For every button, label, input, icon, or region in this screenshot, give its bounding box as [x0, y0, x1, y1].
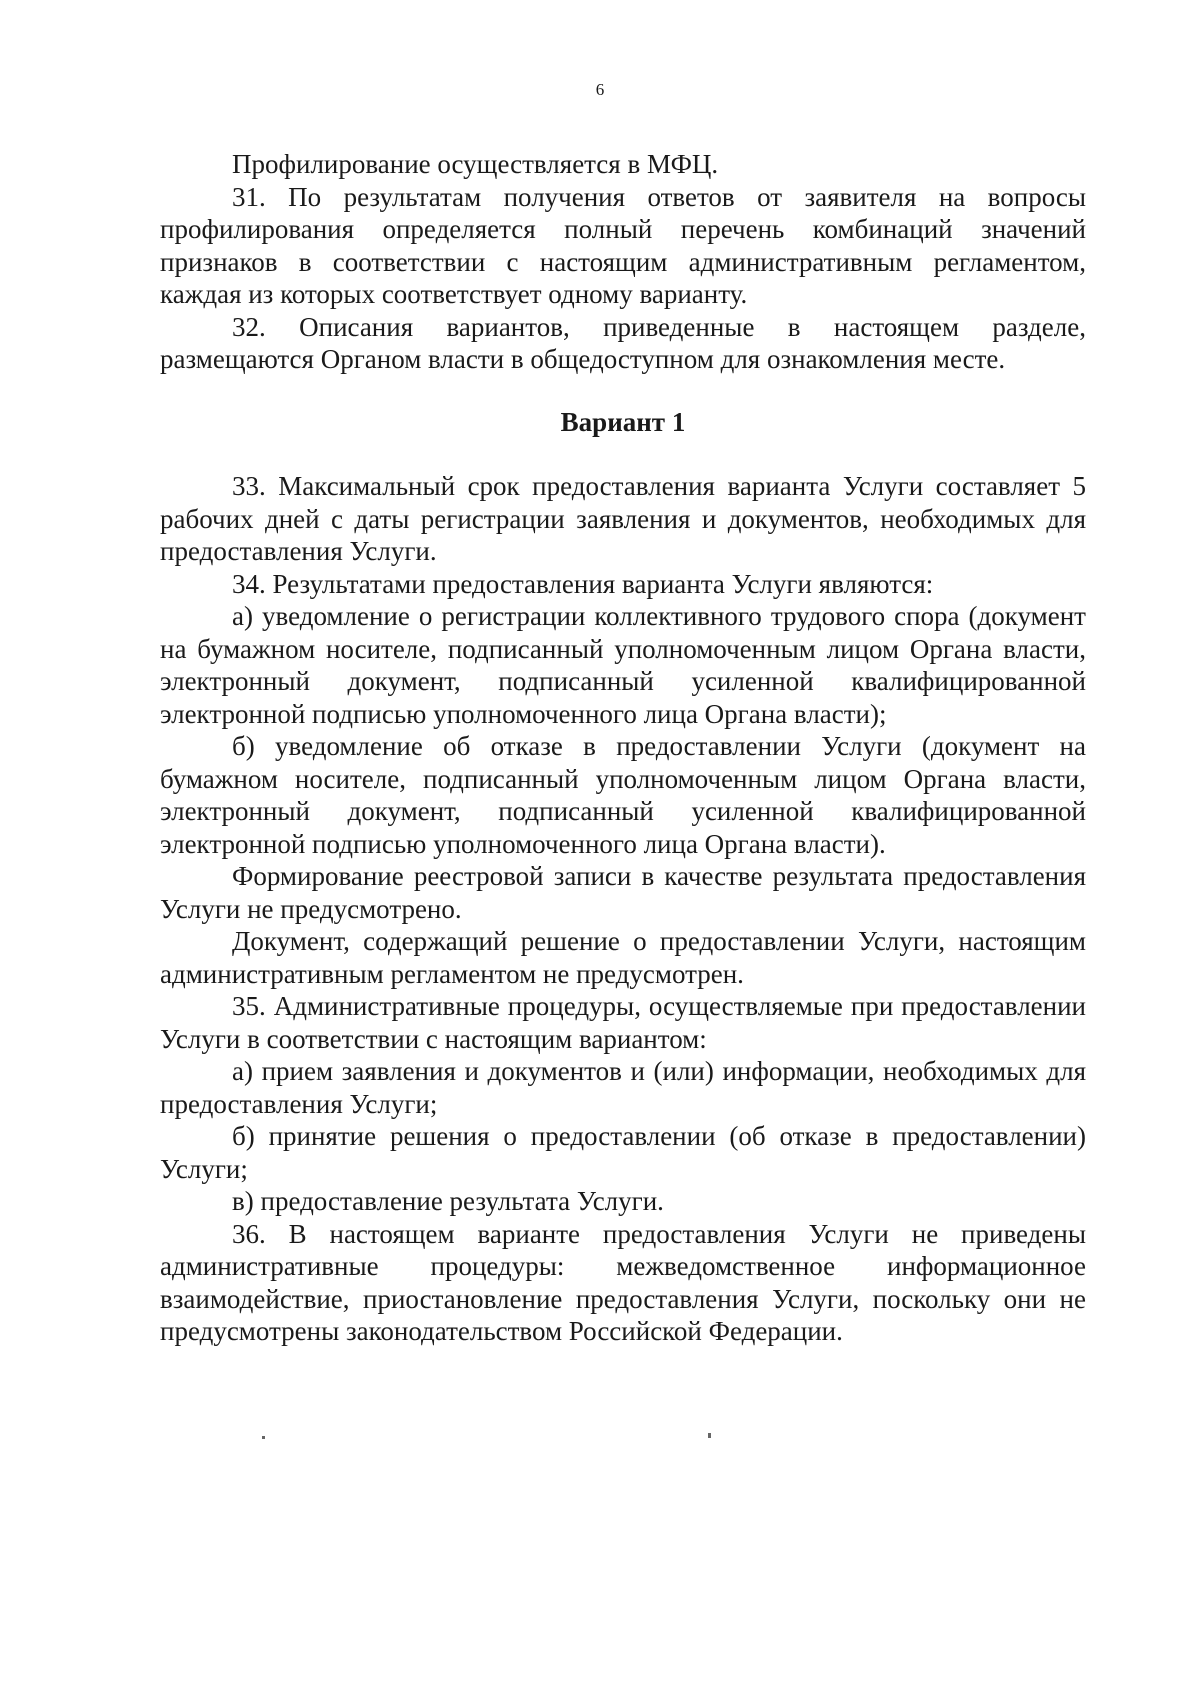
paragraph-35-b: б) принятие решения о предоставлении (об отказе в предоставлении) Услуги; [160, 1121, 1086, 1184]
paragraph-35-a: а) прием заявления и документов и (или) информации, необходимых для предоставления Услуги; [160, 1056, 1086, 1119]
paragraph-36: 36. В настоящем варианте предоставления Услуги не приведены административные процедуры: межведомственное информационное взаимодействие, приостановление предоставления Услуги, поскольку они не предусмотрены законодательством Российской Федерации. [160, 1218, 1086, 1346]
paragraph-34-b: б) уведомление об отказе в предоставлении Услуги (документ на бумажном носителе, подписанный уполномоченным лицом Органа власти, электронный документ, подписанный усиленной квалифицированной электронной подписью уполномоченного лица Органа власти). [160, 731, 1086, 859]
paragraph-34-a: а) уведомление о регистрации коллективного трудового спора (документ на бумажном носителе, подписанный уполномоченным лицом Органа власти, электронный документ, подписанный усиленной квалифицированной электронной подписью уполномоченного лица Органа власти); [160, 601, 1086, 729]
page-number: 6 [595, 80, 605, 99]
paragraph-profiling-location: Профилирование осуществляется в МФЦ. [232, 149, 719, 179]
section-heading-variant-1: Вариант 1 [560, 406, 686, 437]
document-body [160, 148, 1086, 1348]
paragraph-35: 35. Административные процедуры, осуществляемые при предоставлении Услуги в соответствии с настоящим вариантом: [160, 991, 1086, 1054]
scan-artifact-left [262, 1436, 265, 1439]
scan-artifact-right [708, 1433, 711, 1438]
paragraph-31: 31. По результатам получения ответов от заявителя на вопросы профилирования определяется полный перечень комбинаций значений признаков в соответствии с настоящим административным регламентом, каждая из которых соответствует одному варианту. [160, 181, 1086, 309]
paragraph-34: 34. Результатами предоставления варианта Услуги являются: [232, 568, 934, 599]
paragraph-decision-document: Документ, содержащий решение о предоставлении Услуги, настоящим административным регламентом не предусмотрен. [160, 926, 1086, 989]
paragraph-35-c: в) предоставление результата Услуги. [232, 1186, 664, 1216]
paragraph-33: 33. Максимальный срок предоставления варианта Услуги составляет 5 рабочих дней с даты регистрации заявления и документов, необходимых для предоставления Услуги. [160, 471, 1086, 566]
paragraph-32: 32. Описания вариантов, приведенные в настоящем разделе, размещаются Органом власти в общедоступном для ознакомления месте. [160, 311, 1086, 374]
paragraph-registry-record: Формирование реестровой записи в качестве результата предоставления Услуги не предусмотрено. [160, 861, 1086, 924]
